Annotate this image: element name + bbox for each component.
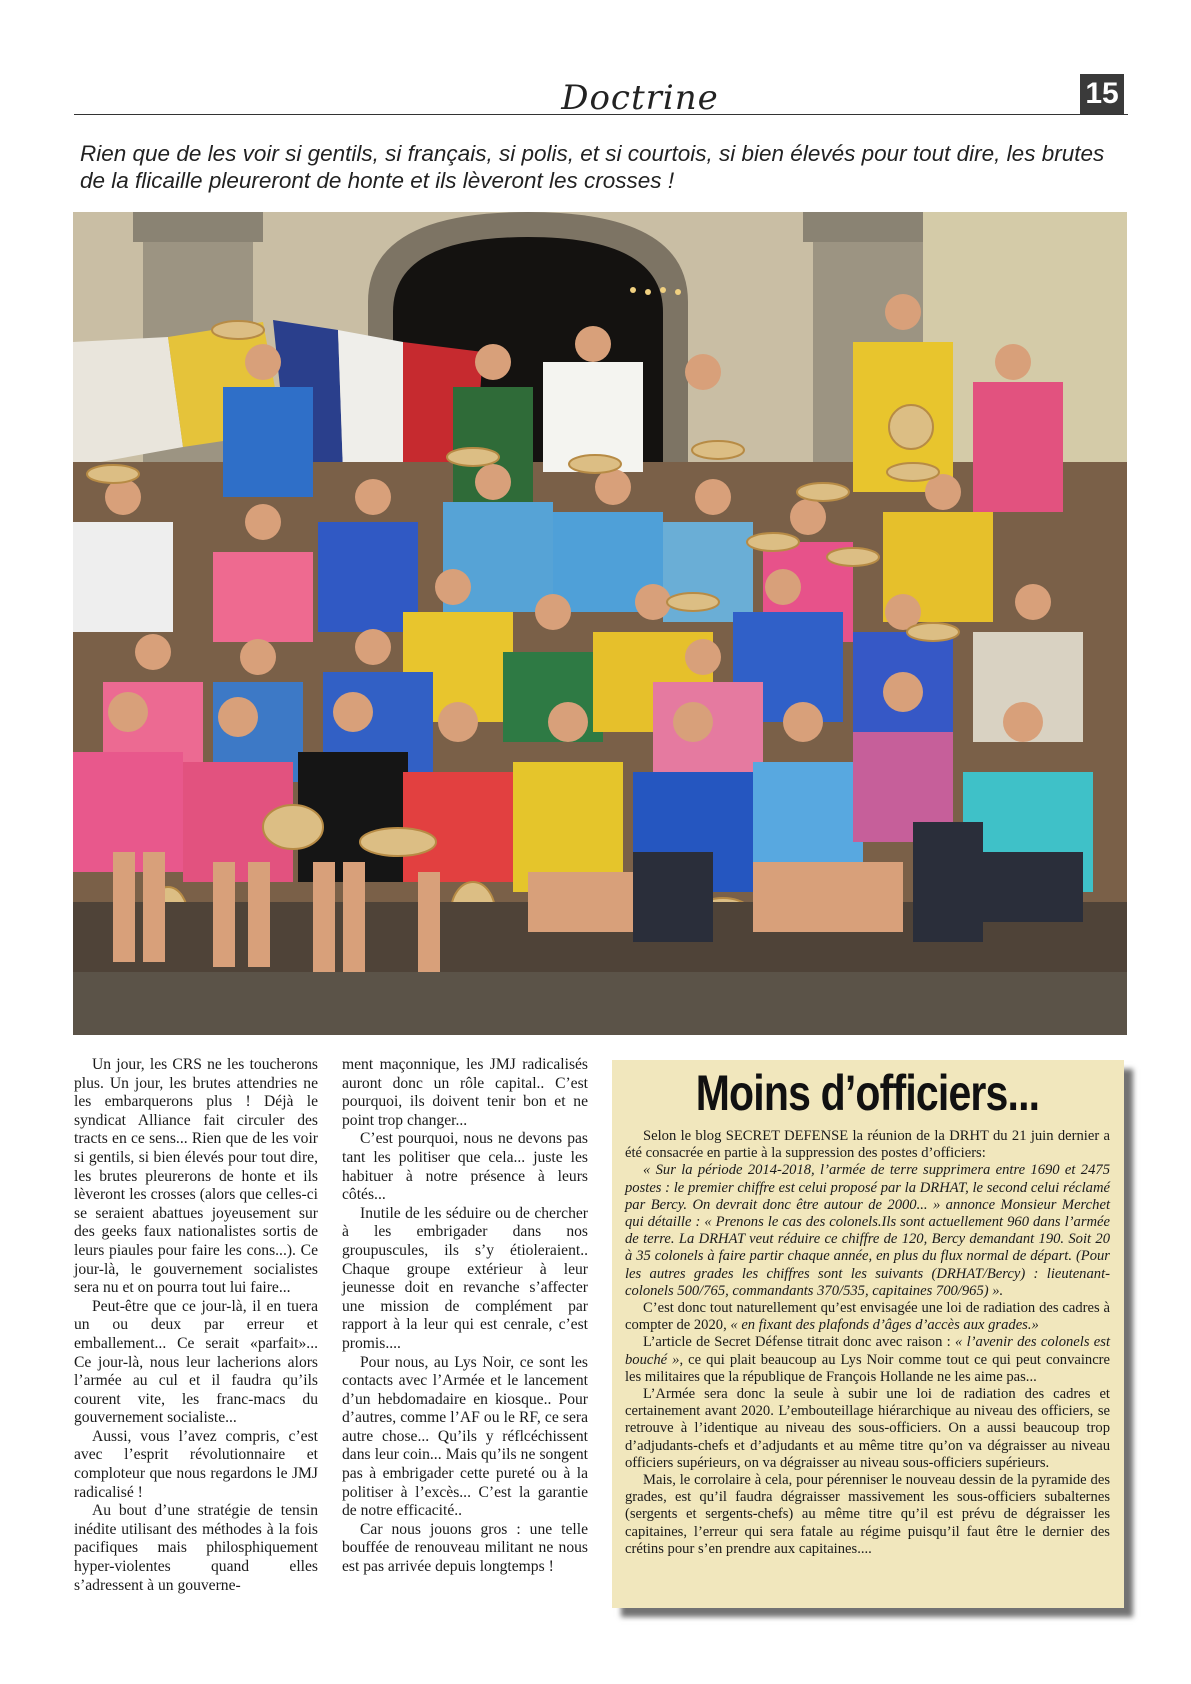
sidebar-title: Moins d’officiers... (695, 1065, 1040, 1121)
page-number: 15 (1080, 74, 1124, 114)
article-paragraph: Aussi, vous l’avez compris, c’est avec l’esprit révolutionnaire et comploteur que nous regardons le JMJ radicalisé ! (74, 1427, 318, 1501)
sidebar-paragraph: Mais, le corrolaire à cela, pour pérenniser le nouveau dessin de la pyramide des grades, est qu’il faudra dégraisser massivement les sous-officiers subalternes (sergents et sergents-chefs) au même titre qu’il est prévu de dégraisser les capitaines, l’erreur qui sera fatale au régime puisqu’il faut être le dernier des crétins pour s’en prendre aux capitaines.... (625, 1472, 1110, 1557)
sidebar-paragraph: Selon le blog SECRET DEFENSE la réunion de la DRHT du 21 juin dernier a été consacrée en partie à la suppression des postes d’officiers: (625, 1128, 1110, 1162)
article-paragraph: Inutile de les séduire ou de chercher à les embrigader dans nos groupuscules, ils s’y étioleraient.. Chaque groupe extérieur à leur jeunesse doit en revanche s’affecter une mission de complément par rapport à la leur qui est cenrale, c’est promis.... (342, 1204, 588, 1352)
sidebar-paragraph (625, 1334, 1110, 1386)
sidebar-paragraph (625, 1300, 1110, 1334)
article-paragraph: C’est pourquoi, nous ne devons pas tant les politiser que cela... juste les habituer à notre présence à leurs côtés... (342, 1130, 588, 1204)
sidebar-quote-text: « en fixant des plafonds d’âges d’accès aux grades.» (730, 1317, 1039, 1334)
article-paragraph: Peut-être que ce jour-là, il en tuera un ou deux par erreur et emballement... Ce serait «parfait»... Ce jour-là, nous leur lacherions alors l’armée au cul et il faudra qu’ils courent vite, les franc-macs du gouvernement socialiste... (74, 1297, 318, 1427)
article-column-2 (342, 1056, 588, 1577)
article-paragraph: Un jour, les CRS ne les toucherons plus. Un jour, les brutes attendries ne les embarquerons plus ! Déjà le syndicat Alliance fait circuler des tracts en ce sens... Rien que de les voir si gentils, si bien élevés pour tout dire, les brutes pleurerons de honte et ils lèveront les crosses (alors que celles-ci se seraient abattues joyeusement sur des geeks faux nationalistes sortis de leurs piaules pour faire les cons...). Ce jour-là, le gouvernement socialistes sera nu et on pourra tout lui faire... (74, 1056, 318, 1297)
article-paragraph: ment maçonnique, les JMJ radicalisés auront donc un rôle capital.. C’est pourquoi, ils doivent tenir bon et ne point trop changer... (342, 1056, 588, 1129)
article-paragraph: Au bout d’une stratégie de tensin inédite utilisant des méthodes à la fois pacifiques mais philosphiquement hyper-violentes quand elles s’adressent à un gouverne- (74, 1502, 318, 1594)
sidebar-quote-text: « l’avenir des colonels est bouché » (625, 1334, 1111, 1368)
sidebar-quote (625, 1162, 1110, 1300)
sidebar-text: , ce qui plait beaucoup au Lys Noir comme tout ce qui peut convaincre les militaires que la république de François Hollande ne les aime pas... (625, 1351, 1111, 1385)
sidebar-quote-text: « Sur la période 2014-2018, l’armée de terre supprimera entre 1690 et 2475 postes : le premier chiffre est celui proposé par la DRHAT, le second celui réclamé par Bercy. On devrait donc être autour de 2000... » annonce Monsieur Merchet qui détaille : « Prenons le cas des colonels.Ils sont actuellement 960 dans l’armée de terre. La DRHAT veut réduire ce chiffre de 120, Bercy demandant 190. Soit 20 à 35 colonels à faire partir chaque année, en plus du flux normal de départ. (Pour les autres grades les chiffres sont les suivants (DRHAT/Bercy) : lieutenant-colonels 500/765, commandants 370/535, capitaines 700/965) ». (625, 1162, 1110, 1299)
sidebar-box (612, 1060, 1124, 1608)
article-paragraph: Pour nous, au Lys Noir, ce sont les contacts avec l’Armée et le lancement d’un hebdomadaire en kiosque.. Pour d’autres, comme l’AF ou le RF, ce sera autre chose... Qu’ils y réflcéchissent dans leur coin... Mais qu’ils ne songent pas à embrigader cette pureté ou à la politiser à l’excès... C’est la garantie de notre efficacité.. (342, 1353, 588, 1520)
sidebar-text: C’est donc tout naturellement qu’est envisagée une loi de radiation des cadres à compter de 2020, (625, 1300, 1110, 1334)
sidebar-paragraph: L’Armée sera donc la seule à subir une loi de radiation des cadres et certainement avant 2020. L’embouteillage hiérarchique au niveau des officiers, se retrouve à l’identique au niveau des sous-officiers. On a aussi beaucoup trop d’adjudants-chefs et d’adjudants et au même titre qu’on va dégraisser au niveau officiers supérieurs, on va dégraisser au niveau sous-officiers supérieurs. (625, 1386, 1110, 1471)
sidebar-text: L’article de Secret Défense titrait donc avec raison : (643, 1334, 956, 1351)
article-paragraph: Car nous jouons gros : une telle bouffée de renouveau militant ne nous est pas arrivée depuis longtemps ! (342, 1520, 588, 1576)
article-column-1 (74, 1056, 318, 1595)
section-title: Doctrine (561, 78, 719, 118)
group-photo-image (73, 212, 1127, 1035)
intro-text: Rien que de les voir si gentils, si français, si polis, et si courtois, si bien élevés pour tout dire, les brutes de la flicaille pleureront de honte et ils lèveront les crosses ! (80, 141, 1105, 193)
